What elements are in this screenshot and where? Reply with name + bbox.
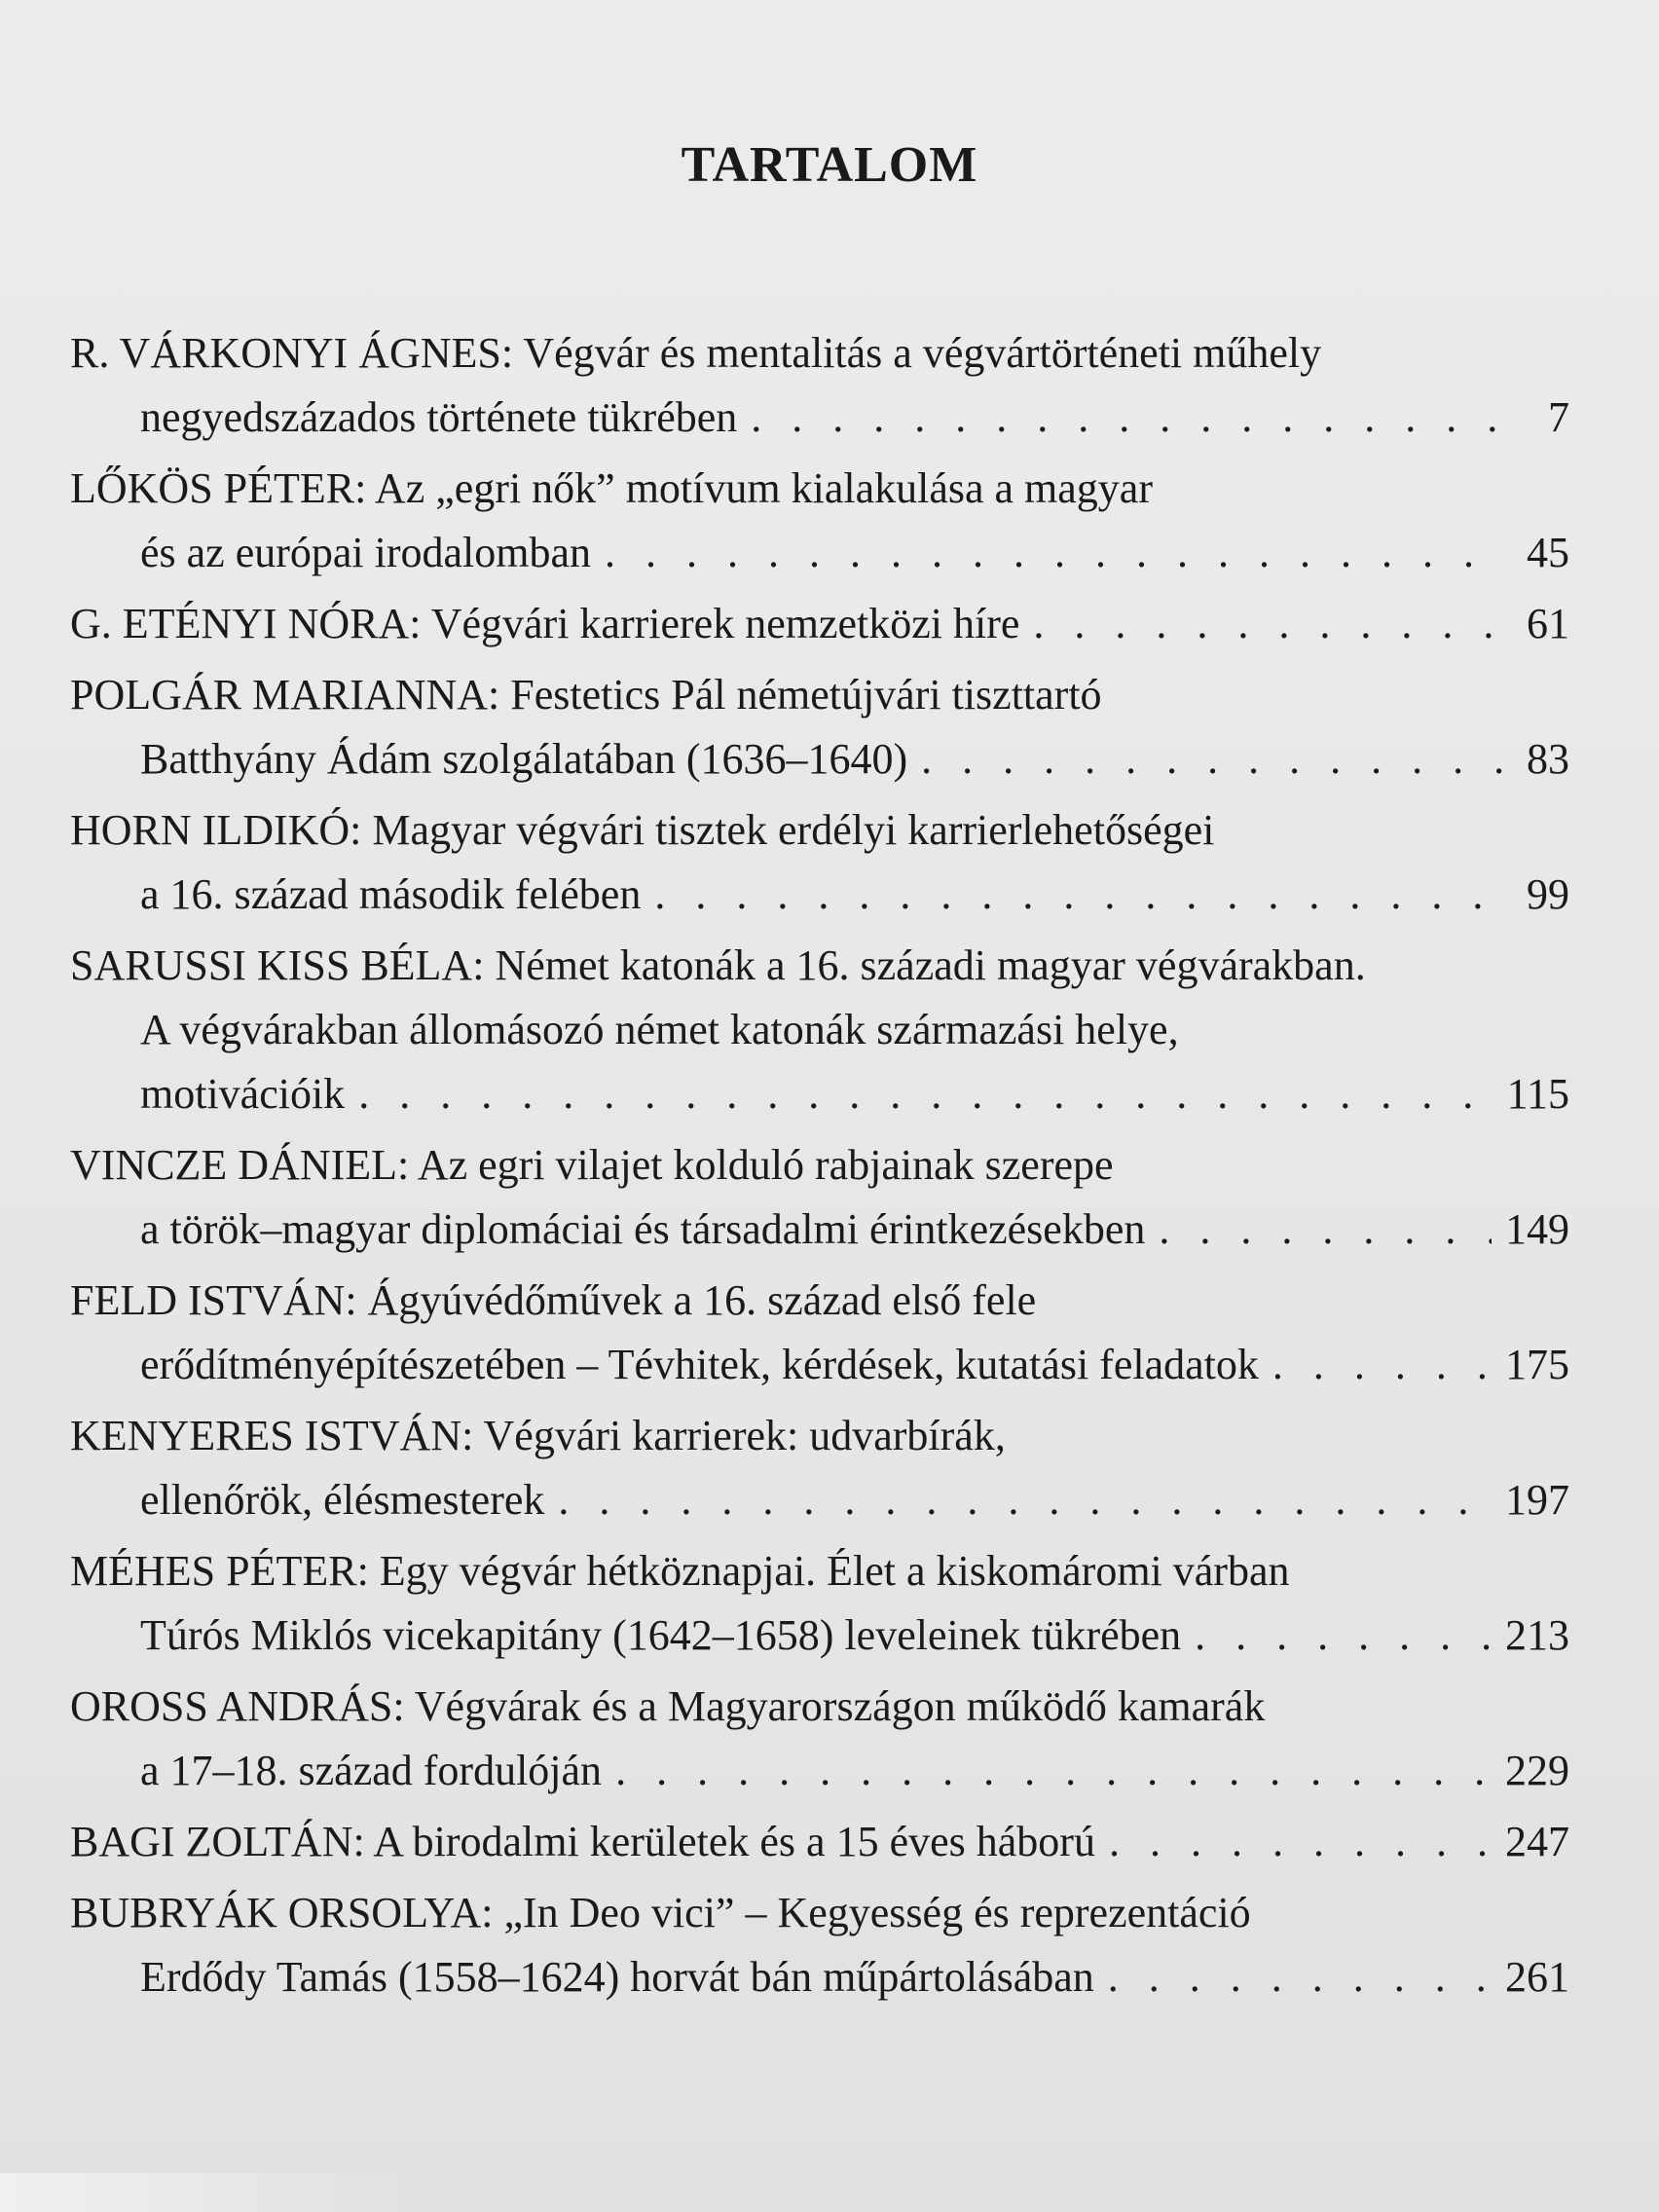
toc-page-number: 175 bbox=[1505, 1341, 1569, 1388]
toc-title-part: Végvárak és a Magyarországon működő kamarák bbox=[404, 1682, 1266, 1730]
toc-page-number: 115 bbox=[1506, 1070, 1569, 1118]
toc-author: VINCZE DÁNIEL: bbox=[70, 1141, 410, 1189]
toc-author: R. VÁRKONYI ÁGNES: bbox=[70, 329, 514, 377]
toc-title-part: Végvár és mentalitás a végvártörténeti műhely bbox=[513, 329, 1322, 377]
toc-title-part: Egy végvár hétköznapjai. Élet a kiskomáromi várban bbox=[368, 1547, 1290, 1595]
toc-entry bbox=[70, 663, 1569, 792]
toc-entry bbox=[70, 1810, 1569, 1874]
toc-title-part: Túrós Miklós vicekapitány (1642–1658) leveleinek tükrében bbox=[140, 1611, 1182, 1659]
toc-author: FELD ISTVÁN: bbox=[70, 1276, 357, 1324]
dot-leader bbox=[615, 1739, 1492, 1803]
toc-entry-last-line bbox=[70, 1810, 1569, 1874]
toc-entry-first-line bbox=[70, 1881, 1569, 1945]
toc-title-part: Végvári karrierek: udvarbírák, bbox=[473, 1412, 1006, 1459]
toc-title-tail bbox=[70, 592, 1019, 656]
toc-entry bbox=[70, 1539, 1569, 1668]
toc-entry-last-line bbox=[70, 863, 1569, 927]
toc-title-tail bbox=[140, 1333, 1259, 1397]
toc-title-tail bbox=[140, 1739, 602, 1803]
toc-title-part: motivációik bbox=[140, 1070, 346, 1118]
dot-leader bbox=[1272, 1333, 1492, 1397]
toc-title-part: negyedszázados története tükrében bbox=[140, 393, 738, 441]
toc-entry bbox=[70, 1269, 1569, 1397]
toc-page-number: 45 bbox=[1527, 529, 1569, 576]
toc-entry-first-line bbox=[70, 457, 1569, 521]
toc-entry-first-line bbox=[70, 1675, 1569, 1739]
toc-title-part: erődítményépítészetében – Tévhitek, kérdések, kutatási feladatok bbox=[140, 1341, 1259, 1388]
toc-title-part: a 16. század második felében bbox=[140, 870, 642, 918]
toc-author: KENYERES ISTVÁN: bbox=[70, 1412, 474, 1459]
toc-title-tail bbox=[140, 521, 591, 585]
toc-title-part: Batthyány Ádám szolgálatában (1636–1640) bbox=[140, 735, 908, 783]
toc-entry-last-line bbox=[70, 1945, 1569, 2009]
toc-title-part: „In Deo vici” – Kegyesség és reprezentáció bbox=[493, 1889, 1251, 1936]
toc-page-number: 247 bbox=[1505, 1818, 1569, 1865]
toc-page-number: 7 bbox=[1548, 393, 1569, 441]
toc-title-part: Az „egri nők” motívum kialakulása a magyar bbox=[366, 464, 1153, 512]
toc-entry-first-line bbox=[70, 663, 1569, 727]
toc-entry-last-line bbox=[70, 386, 1569, 450]
toc-entry bbox=[70, 1881, 1569, 2009]
toc-title-tail bbox=[140, 1062, 345, 1126]
dot-leader bbox=[1108, 1945, 1492, 2009]
toc-page-number: 197 bbox=[1505, 1476, 1569, 1524]
toc-entry bbox=[70, 1404, 1569, 1532]
toc-author: BAGI ZOLTÁN: bbox=[70, 1818, 365, 1865]
toc-entry bbox=[70, 321, 1569, 450]
toc-entry bbox=[70, 457, 1569, 585]
toc-page-number: 213 bbox=[1505, 1611, 1569, 1659]
toc-entry-first-line bbox=[70, 1269, 1569, 1333]
toc-title-part: Festetics Pál németújvári tiszttartó bbox=[499, 671, 1102, 719]
toc-title-part: Az egri vilajet kolduló rabjainak szerepe bbox=[409, 1141, 1114, 1189]
dot-leader bbox=[358, 1062, 1493, 1126]
toc-title-tail bbox=[140, 863, 641, 927]
toc-page-number: 99 bbox=[1527, 870, 1569, 918]
toc-entry-last-line bbox=[70, 592, 1569, 656]
toc-author: MÉHES PÉTER: bbox=[70, 1547, 369, 1595]
toc-title-part: Német katonák a 16. századi magyar végvárakban. bbox=[484, 941, 1366, 989]
toc-page-number: 149 bbox=[1505, 1205, 1569, 1253]
toc-author: BUBRYÁK ORSOLYA: bbox=[70, 1889, 494, 1936]
toc-page-number: 229 bbox=[1505, 1747, 1569, 1794]
toc-author: HORN ILDIKÓ: bbox=[70, 806, 362, 854]
toc-title-tail bbox=[140, 1604, 1181, 1668]
toc-title-tail bbox=[140, 1468, 544, 1532]
toc-author: OROSS ANDRÁS: bbox=[70, 1682, 405, 1730]
toc-author: SARUSSI KISS BÉLA: bbox=[70, 941, 485, 989]
toc-entry bbox=[70, 798, 1569, 927]
toc-entry-last-line bbox=[70, 727, 1569, 792]
toc-title-part: ellenőrök, élésmesterek bbox=[140, 1476, 545, 1524]
toc-title-part: Ágyúvédőművek a 16. század első fele bbox=[356, 1276, 1037, 1324]
dot-leader bbox=[654, 863, 1505, 927]
toc-page-number: 61 bbox=[1527, 600, 1569, 647]
toc-author: POLGÁR MARIANNA: bbox=[70, 671, 500, 719]
dot-leader bbox=[921, 727, 1505, 792]
watermark bbox=[0, 2173, 409, 2212]
toc-entry-first-line bbox=[70, 1404, 1569, 1468]
toc-title-part: a 17–18. század fordulóján bbox=[140, 1747, 603, 1794]
dot-leader bbox=[1033, 592, 1505, 656]
toc-entry-last-line bbox=[70, 1739, 1569, 1803]
toc-entry-first-line bbox=[70, 1539, 1569, 1604]
toc-entry-last-line bbox=[70, 1198, 1569, 1262]
dot-leader bbox=[1195, 1604, 1492, 1668]
toc-title-tail bbox=[140, 386, 737, 450]
toc-title-continuation: A végvárakban állomásozó német katonák származási helye, bbox=[140, 1006, 1179, 1053]
toc-title-part: és az európai irodalomban bbox=[140, 529, 592, 576]
toc-page-number: 83 bbox=[1527, 735, 1569, 783]
toc-title-tail bbox=[140, 1945, 1094, 2009]
page-title: TARTALOM bbox=[681, 137, 978, 193]
toc-entry-first-line bbox=[70, 1133, 1569, 1198]
toc-entry-last-line bbox=[70, 521, 1569, 585]
toc-title-tail bbox=[140, 727, 907, 792]
toc-entry-first-line bbox=[70, 934, 1569, 998]
toc-entry-last-line bbox=[70, 1468, 1569, 1532]
toc-title-part: Magyar végvári tisztek erdélyi karrierlehetőségei bbox=[361, 806, 1215, 854]
toc-entry-first-line bbox=[70, 798, 1569, 863]
toc-title-part: A birodalmi kerületek és a 15 éves háború bbox=[364, 1818, 1095, 1865]
toc-title-part: Erdődy Tamás (1558–1624) horvát bán műpártolásában bbox=[140, 1953, 1094, 2001]
dot-leader bbox=[558, 1468, 1492, 1532]
toc-entry bbox=[70, 934, 1569, 1126]
toc-entry-last-line bbox=[70, 1062, 1569, 1126]
toc-entry-last-line bbox=[70, 1333, 1569, 1397]
dot-leader bbox=[751, 386, 1505, 450]
toc-entry bbox=[70, 1675, 1569, 1803]
toc-entry bbox=[70, 1133, 1569, 1262]
toc-author: G. ETÉNYI NÓRA: bbox=[70, 600, 422, 647]
toc-author: LŐKÖS PÉTER: bbox=[70, 464, 367, 512]
dot-leader bbox=[605, 521, 1505, 585]
dot-leader bbox=[1109, 1810, 1492, 1874]
toc-entry bbox=[70, 592, 1569, 656]
toc-title-part: Végvári karrierek nemzetközi híre bbox=[421, 600, 1020, 647]
toc-title-tail bbox=[140, 1198, 1145, 1262]
toc-page-number: 261 bbox=[1505, 1953, 1569, 2001]
dot-leader bbox=[1159, 1198, 1492, 1262]
toc-title-part: a török–magyar diplomáciai és társadalmi érintkezésekben bbox=[140, 1205, 1146, 1253]
toc-entry-last-line bbox=[70, 1604, 1569, 1668]
table-of-contents bbox=[70, 321, 1569, 2016]
toc-title-tail bbox=[70, 1810, 1095, 1874]
toc-entry-first-line bbox=[70, 321, 1569, 386]
